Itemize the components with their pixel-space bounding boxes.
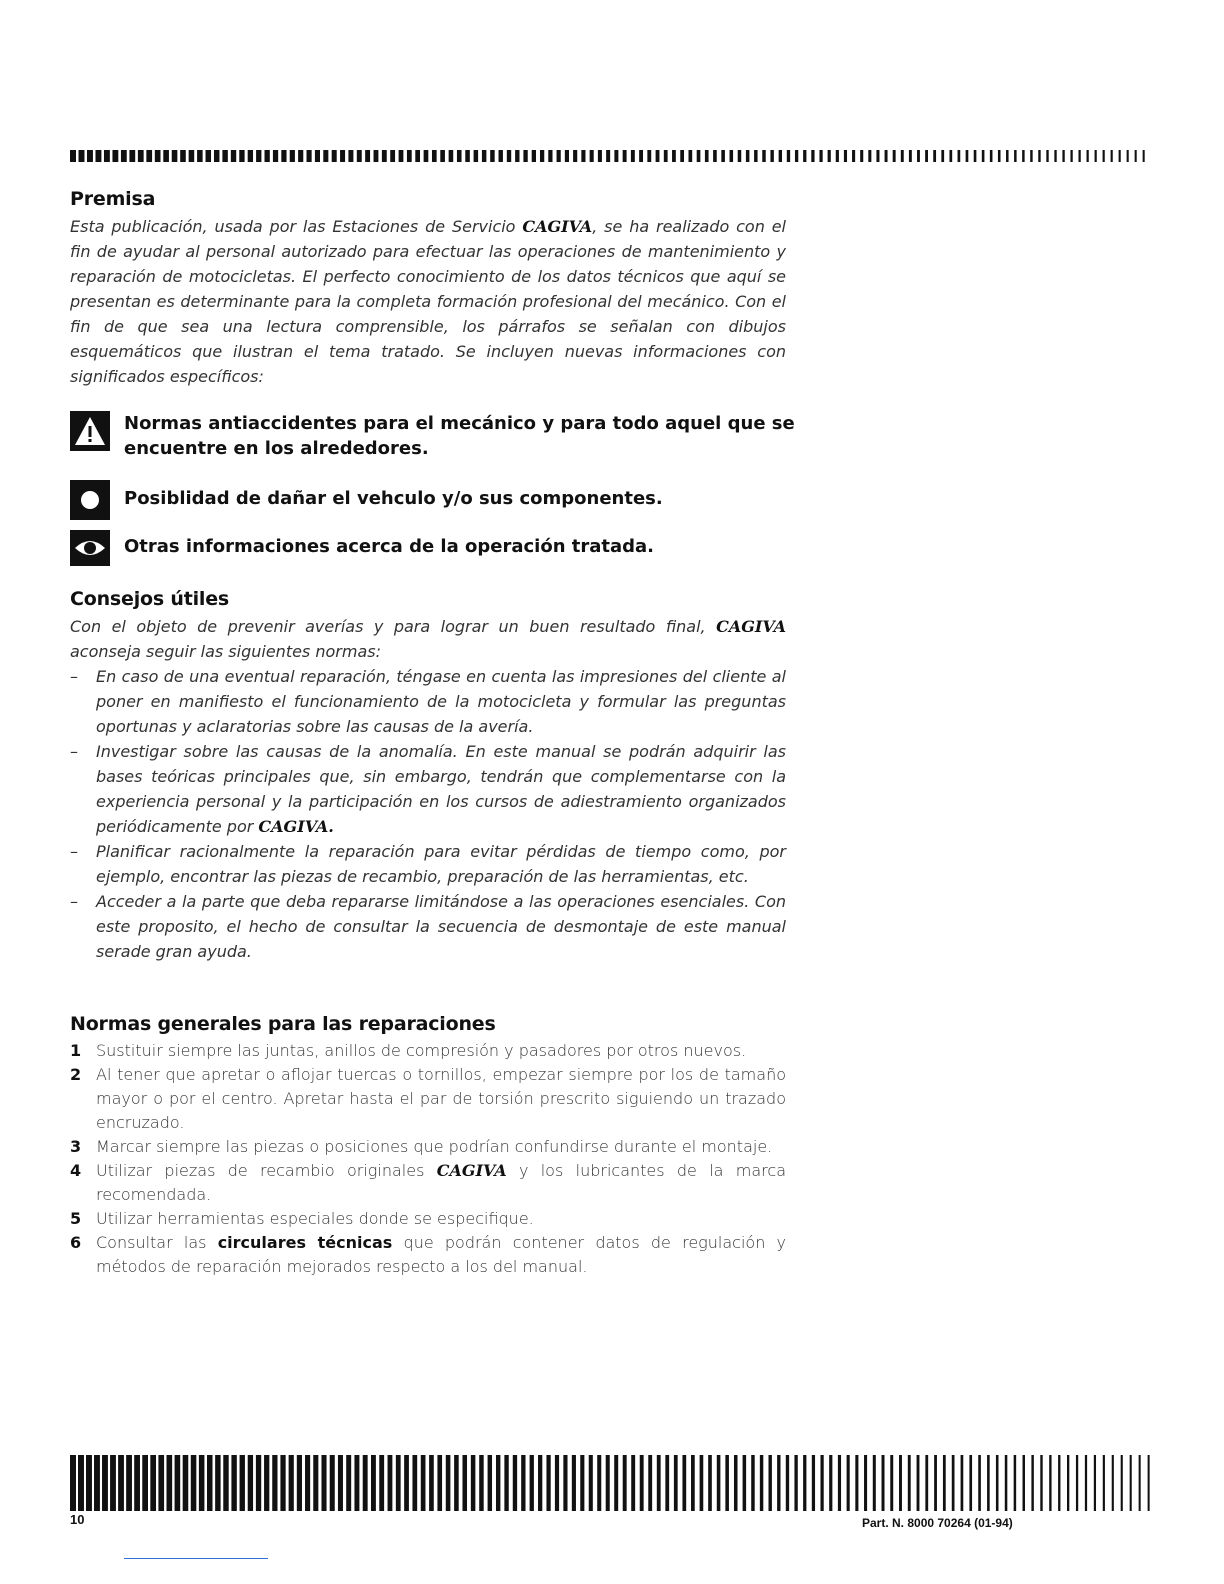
consejos-list — [70, 664, 786, 964]
list-item: – Investigar sobre las causas de la anomalía. En este manual se podrán adquirir las bases teóricas principales que, sin embargo, tendrán que complementarse con la experiencia personal y la participación en los cursos de adiestramiento organizados periódicamente por CAGIVA. — [70, 739, 786, 839]
notice-safety — [70, 411, 814, 461]
eye-icon — [70, 530, 110, 566]
dot-circle-icon — [70, 480, 110, 520]
normas-list — [70, 1039, 786, 1279]
list-item: – En caso de una eventual reparación, téngase en cuenta las impresiones del cliente al poner en manifiesto el funcionamiento de la motocicleta y formular las preguntas oportunas y aclaratorias sobre las causas de la avería. — [70, 664, 786, 739]
notice-damage-text: Posiblidad de dañar el vehculo y/o sus componentes. — [124, 488, 663, 509]
brand-name: CAGIVA. — [258, 817, 334, 836]
list-item: 3 Marcar siempre las piezas o posiciones que podrían confundirse durante el montaje. — [70, 1137, 773, 1156]
warning-triangle-icon — [70, 411, 110, 451]
normas-heading: Normas generales para las reparaciones — [70, 1013, 496, 1035]
premisa-heading: Premisa — [70, 188, 156, 210]
brand-name: CAGIVA — [436, 1161, 507, 1180]
list-item: 6 Consultar las circulares técnicas que podrán contener datos de regulación y métodos de reparación mejorados respecto a los del manual. — [70, 1233, 787, 1276]
consejos-intro: Con el objeto de prevenir averías y para lograr un buen resultado final, CAGIVA aconseja seguir las siguientes normas: — [70, 617, 786, 661]
notice-safety-text: Normas antiaccidentes para el mecánico y para todo aquel que se encuentre en los alrededores. — [124, 413, 795, 459]
brand-name: CAGIVA — [522, 217, 593, 236]
list-item: 5 Utilizar herramientas especiales donde se especifique. — [70, 1209, 534, 1228]
notice-damage — [70, 480, 814, 520]
bottom-barcode-strip — [70, 1455, 1150, 1511]
list-item: – Planificar racionalmente la reparación para evitar pérdidas de tiempo como, por ejemplo, encontrar las piezas de recambio, preparación de las herramientas, etc. — [70, 839, 786, 889]
list-item: 4 Utilizar piezas de recambio originales CAGIVA y los lubricantes de la marca recomendada. — [70, 1161, 787, 1204]
list-item: 1 Sustituir siempre las juntas, anillos de compresión y pasadores por otros nuevos. — [70, 1041, 747, 1060]
page-number: 10 — [70, 1512, 85, 1527]
notice-info-text: Otras informaciones acerca de la operación tratada. — [124, 536, 655, 557]
part-number: Part. N. 8000 70264 (01-94) — [862, 1516, 1013, 1530]
link-underline — [124, 1558, 268, 1559]
brand-name: CAGIVA — [716, 617, 786, 636]
notice-info — [70, 530, 814, 566]
consejos-heading: Consejos útiles — [70, 588, 230, 610]
list-item: – Acceder a la parte que deba repararse limitándose a las operaciones esenciales. Con este proposito, el hecho de consultar la secuencia de desmontaje de este manual serade gran ayuda. — [70, 889, 786, 964]
premisa-paragraph: Esta publicación, usada por las Estaciones de Servicio CAGIVA, se ha realizado con el fin de ayudar al personal autorizado para efectuar las operaciones de mantenimiento y reparación de motocicletas. El perfecto conocimiento de los datos técnicos que aquí se presentan es determinante para la completa formación profesional del mecánico. Con el fin de que sea una lectura comprensible, los párrafos se señalan con dibujos esquemáticos que ilustran el tema tratado. Se incluyen nuevas informaciones con significados específicos: — [70, 217, 786, 386]
top-barcode-strip — [70, 150, 1150, 162]
list-item: 2 Al tener que apretar o aflojar tuercas o tornillos, empezar siempre por los de tamaño mayor o por el centro. Apretar hasta el par de torsión prescrito siguiendo un trazado encruzado. — [70, 1065, 786, 1132]
